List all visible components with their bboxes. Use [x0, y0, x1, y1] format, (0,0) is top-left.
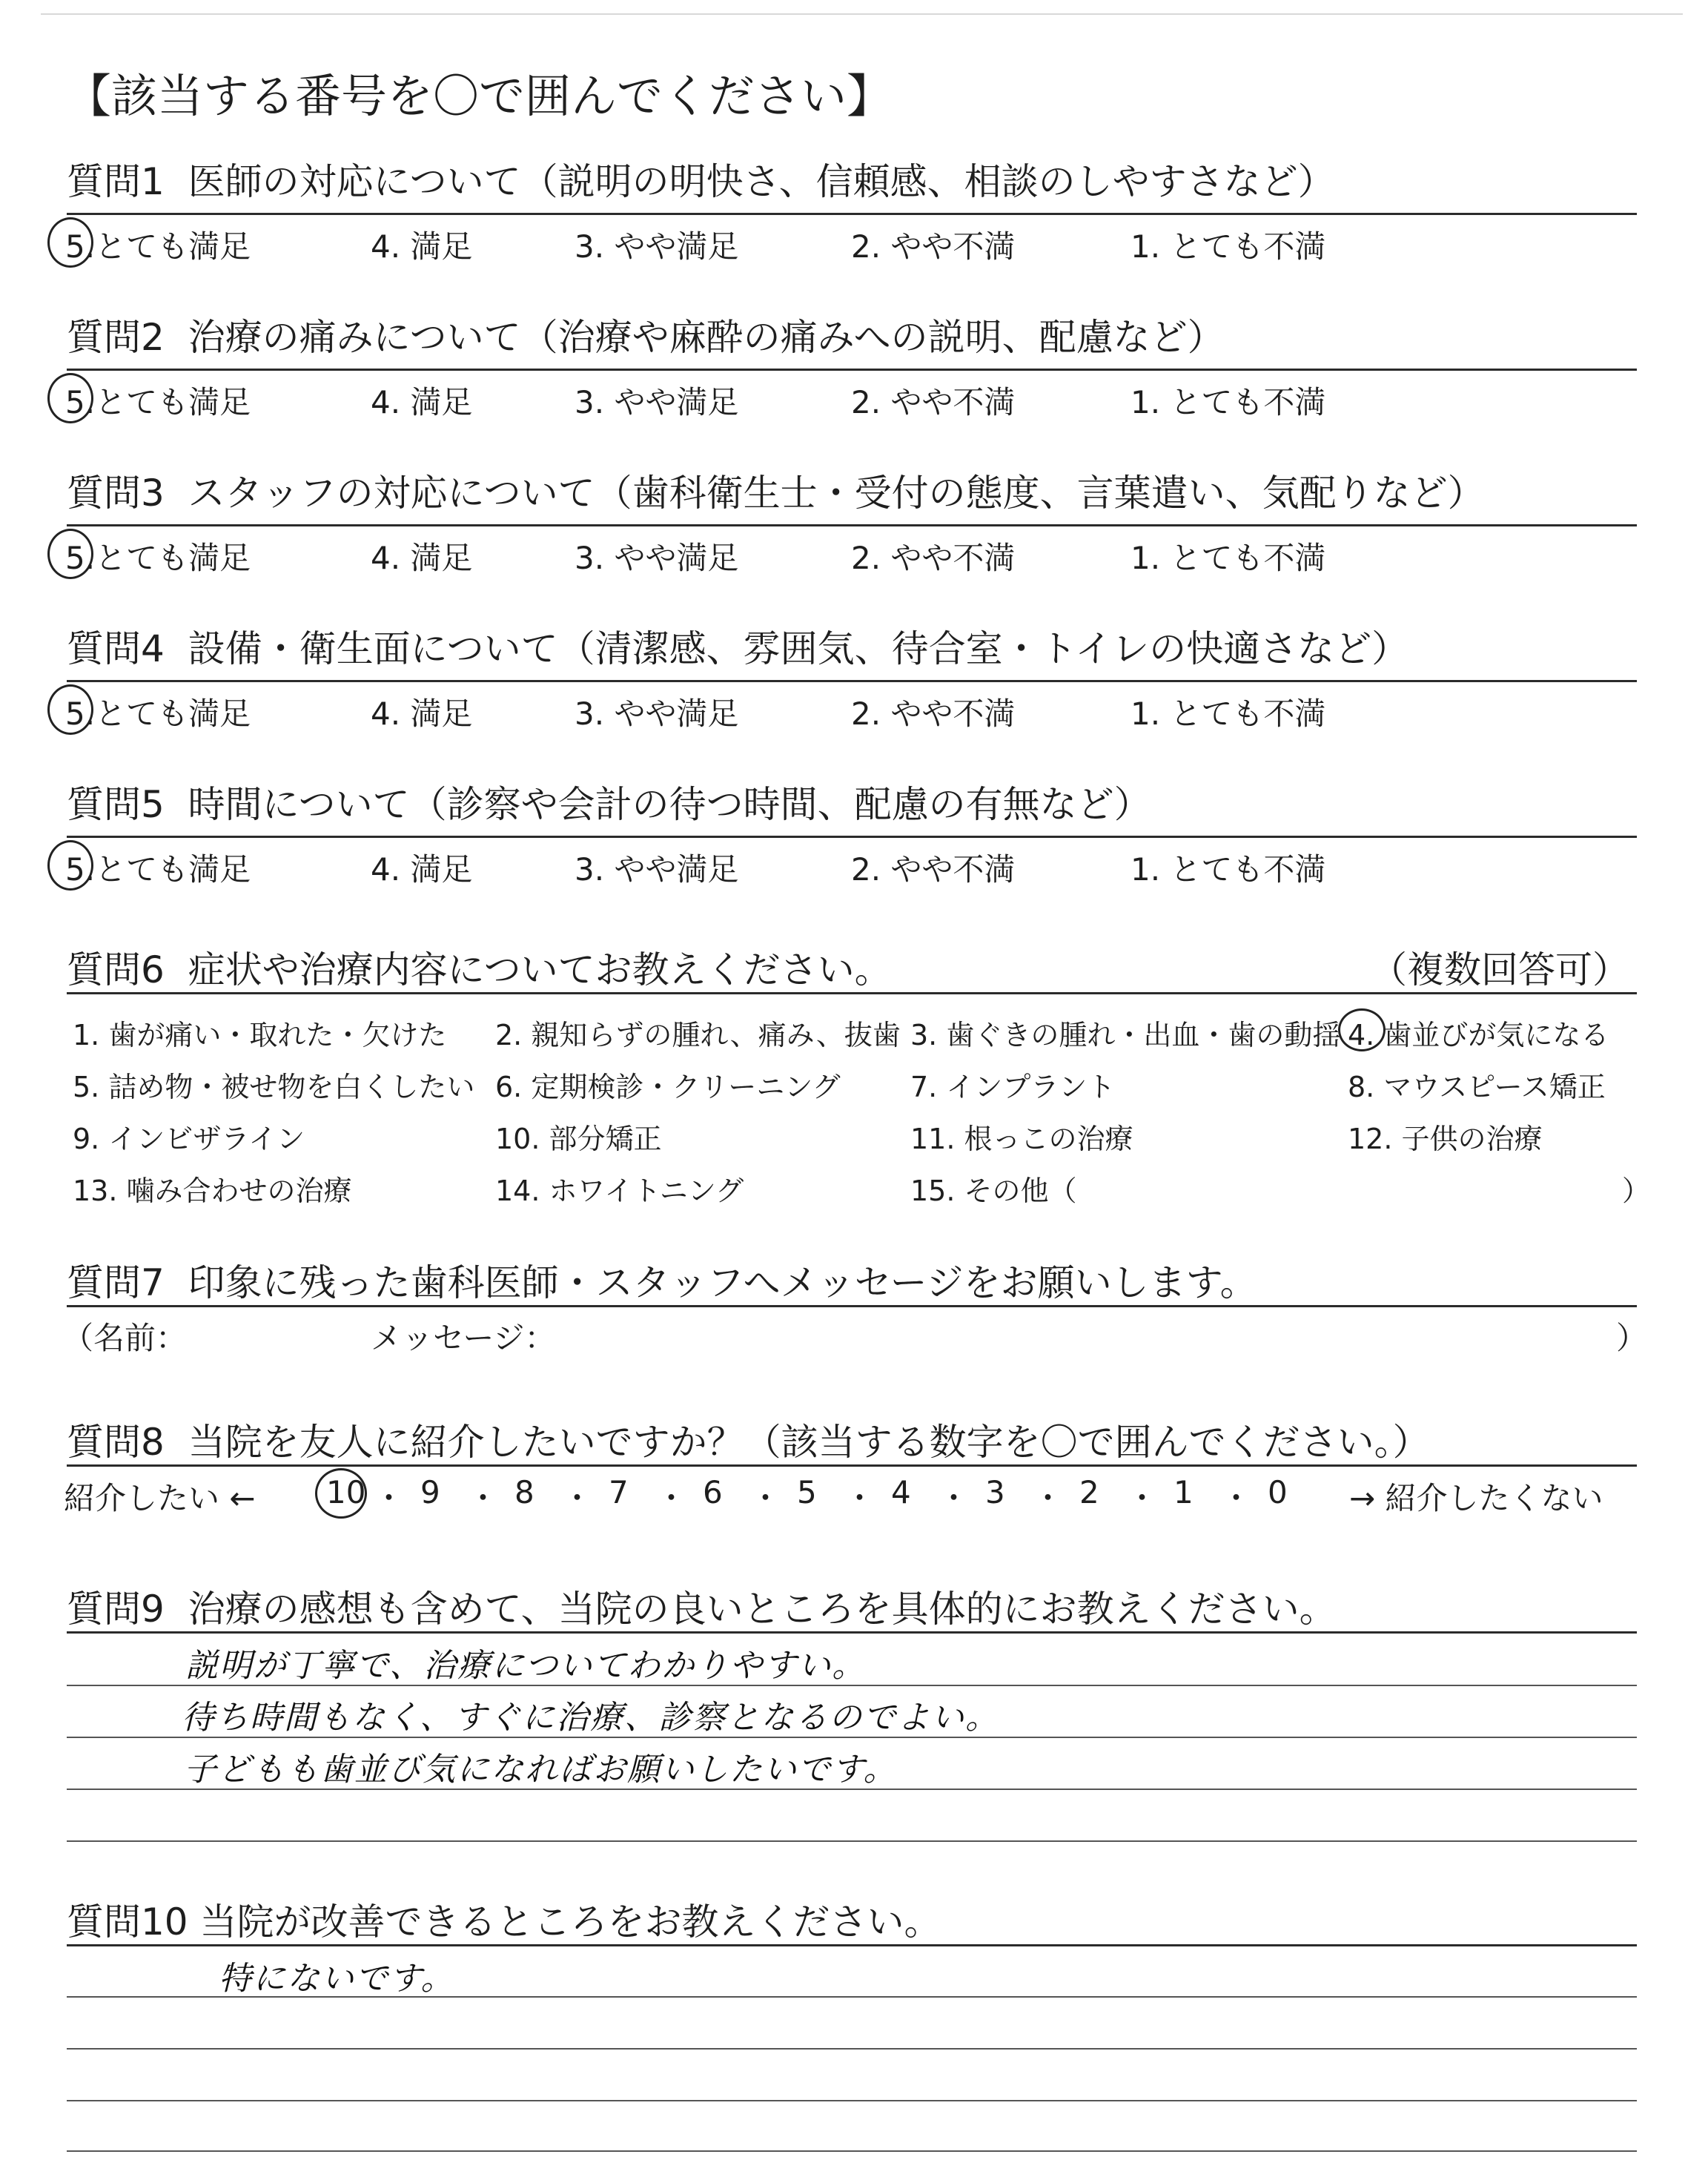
q6-option-5[interactable]: 5. 詰め物・被せ物を白くしたい [73, 1071, 475, 1103]
q10-answer-line-1: 特にないです。 [219, 1960, 455, 1998]
q2-option-2[interactable]: 2. やや不満 [851, 384, 1016, 420]
q8-scale-1[interactable]: 1 [1174, 1474, 1194, 1510]
q2-text: 治療の痛みについて（治療や麻酔の痛みへの説明、配慮など） [188, 316, 1225, 359]
q1-answer-circle [47, 217, 93, 268]
q1-option-1[interactable]: 1. とても不満 [1131, 228, 1326, 265]
q5-option-2[interactable]: 2. やや不満 [851, 851, 1016, 888]
q8-scale-7[interactable]: 7 [609, 1474, 629, 1510]
q8-scale-10[interactable]: 10 [326, 1474, 366, 1510]
q3-option-3[interactable]: 3. やや満足 [575, 540, 739, 576]
q9-rule-4 [67, 1840, 1637, 1842]
q2-option-4[interactable]: 4. 満足 [371, 384, 473, 420]
q6-option-4[interactable]: 4. 歯並びが気になる [1348, 1019, 1609, 1051]
q4-text: 設備・衛生面について（清潔感、雰囲気、待合室・トイレの快適さなど） [188, 627, 1409, 670]
q8-text: 当院を友人に紹介したいですか？（該当する数字を〇で囲んでください。） [188, 1421, 1430, 1464]
q4-option-4[interactable]: 4. 満足 [371, 696, 473, 732]
q7-name-label: （名前： [62, 1320, 188, 1356]
q5-option-4[interactable]: 4. 満足 [371, 851, 473, 888]
q10-rule-3 [67, 2100, 1637, 2101]
q4-heading [67, 619, 1409, 673]
q2-label: 質問2 [67, 316, 165, 359]
q6-option-11[interactable]: 11. 根っこの治療 [910, 1123, 1133, 1155]
q6-option-15[interactable]: 15. その他（ [910, 1175, 1077, 1207]
q4-option-3[interactable]: 3. やや満足 [575, 696, 739, 732]
q6-heading [67, 940, 892, 994]
q6-option-14[interactable]: 14. ホワイトニング [495, 1175, 744, 1207]
q8-scale-2[interactable]: 2 [1079, 1474, 1099, 1510]
q4-option-5[interactable]: 5.とても満足 [65, 696, 251, 732]
q8-scale-3[interactable]: 3 [985, 1474, 1005, 1510]
q9-rule-0 [67, 1631, 1637, 1634]
q3-label: 質問3 [67, 472, 165, 515]
q8-scale-9[interactable]: 9 [420, 1474, 440, 1510]
q9-answer-line-3: 子どもも歯並び気になればお願いしたいです。 [184, 1751, 898, 1789]
q9-answer-line-2: 待ち時間もなく、すぐに治療、診察となるのでよい。 [182, 1699, 1000, 1737]
q8-scale-separator: ・ [1032, 1480, 1064, 1516]
q8-scale-separator: ・ [844, 1480, 875, 1516]
q6-label: 質問6 [67, 948, 165, 991]
q8-scale-separator: ・ [938, 1480, 970, 1516]
q1-option-3[interactable]: 3. やや満足 [575, 228, 739, 265]
q4-answer-circle [47, 684, 93, 735]
q3-rule [67, 524, 1637, 526]
q4-option-2[interactable]: 2. やや不満 [851, 696, 1016, 732]
q6-option-16: ） [1622, 1175, 1651, 1207]
q10-rule-4 [67, 2150, 1637, 2152]
page-title: 【該当する番号を〇で囲んでください】 [65, 69, 893, 123]
q2-rule [67, 369, 1637, 371]
q6-option-7[interactable]: 7. インプラント [910, 1071, 1116, 1103]
q5-option-1[interactable]: 1. とても不満 [1131, 851, 1326, 888]
q8-scale-6[interactable]: 6 [703, 1474, 723, 1510]
q6-rule [67, 992, 1637, 994]
q6-note: （複数回答可） [1370, 948, 1629, 991]
q8-scale-8[interactable]: 8 [514, 1474, 534, 1510]
q8-right-label: → 紹介したくない [1349, 1480, 1603, 1516]
q1-rule [67, 213, 1637, 215]
q3-heading [67, 463, 1485, 517]
q8-scale-separator: ・ [749, 1480, 781, 1516]
q2-answer-circle [47, 373, 93, 423]
q5-option-3[interactable]: 3. やや満足 [575, 851, 739, 888]
q2-heading [67, 308, 1225, 361]
q4-label: 質問4 [67, 627, 165, 670]
q6-answer-circle [1338, 1008, 1386, 1051]
q6-option-13[interactable]: 13. 噛み合わせの治療 [73, 1175, 352, 1207]
q1-option-5[interactable]: 5.とても満足 [65, 228, 251, 265]
q10-rule-2 [67, 2048, 1637, 2050]
q10-text: 当院が改善できるところをお教えください。 [199, 1900, 941, 1943]
q8-scale-0[interactable]: 0 [1268, 1474, 1288, 1510]
q8-rule [67, 1464, 1637, 1467]
q3-option-4[interactable]: 4. 満足 [371, 540, 473, 576]
q8-scale-separator: ・ [1126, 1480, 1158, 1516]
q7-text: 印象に残った歯科医師・スタッフへメッセージをお願いします。 [188, 1261, 1257, 1304]
q3-answer-circle [47, 529, 93, 579]
q5-label: 質問5 [67, 783, 165, 826]
q8-label: 質問8 [67, 1421, 165, 1464]
q8-scale-5[interactable]: 5 [797, 1474, 817, 1510]
q2-option-5[interactable]: 5.とても満足 [65, 384, 251, 420]
q3-option-1[interactable]: 1. とても不満 [1131, 540, 1326, 576]
q7-message-label: メッセージ： [371, 1320, 556, 1356]
q9-text: 治療の感想も含めて、当院の良いところを具体的にお教えください。 [188, 1588, 1337, 1631]
q9-heading [67, 1579, 1337, 1633]
q8-left-label: 紹介したい ← [64, 1480, 256, 1516]
q6-option-6[interactable]: 6. 定期検診・クリーニング [495, 1071, 841, 1103]
q8-scale-4[interactable]: 4 [891, 1474, 911, 1510]
q8-heading [67, 1413, 1430, 1466]
page-top-edge [41, 13, 1683, 15]
q6-text: 症状や治療内容についてお教えください。 [188, 948, 892, 991]
q8-scale-separator: ・ [373, 1480, 405, 1516]
q7-heading [67, 1253, 1257, 1307]
q2-option-1[interactable]: 1. とても不満 [1131, 384, 1326, 420]
q7-rule [67, 1305, 1637, 1307]
q7-label: 質問7 [67, 1261, 165, 1304]
q2-option-3[interactable]: 3. やや満足 [575, 384, 739, 420]
q6-option-3[interactable]: 3. 歯ぐきの腫れ・出血・歯の動揺 [910, 1019, 1341, 1051]
q10-label: 質問10 [67, 1900, 188, 1943]
q10-rule-0 [67, 1944, 1637, 1946]
q7-close: ） [1616, 1320, 1648, 1356]
q3-option-2[interactable]: 2. やや不満 [851, 540, 1016, 576]
q4-option-1[interactable]: 1. とても不満 [1131, 696, 1326, 732]
q8-scale-separator: ・ [561, 1480, 593, 1516]
q8-scale-separator: ・ [467, 1480, 499, 1516]
q1-option-4[interactable]: 4. 満足 [371, 228, 473, 265]
q3-option-5[interactable]: 5.とても満足 [65, 540, 251, 576]
q8-scale-separator: ・ [1220, 1480, 1252, 1516]
q5-option-5[interactable]: 5.とても満足 [65, 851, 251, 888]
q8-scale-separator: ・ [655, 1480, 687, 1516]
q5-answer-circle [47, 840, 93, 891]
q6-option-9[interactable]: 9. インビザライン [73, 1123, 305, 1155]
q3-text: スタッフの対応について（歯科衛生士・受付の態度、言葉遣い、気配りなど） [188, 472, 1485, 515]
q6-option-2[interactable]: 2. 親知らずの腫れ、痛み、抜歯 [495, 1019, 901, 1051]
q1-heading [67, 152, 1335, 205]
q4-rule [67, 680, 1637, 682]
q6-option-1[interactable]: 1. 歯が痛い・取れた・欠けた [73, 1019, 447, 1051]
q10-heading [67, 1892, 941, 1946]
q5-heading [67, 775, 1151, 828]
q5-text: 時間について（診察や会計の待つ時間、配慮の有無など） [188, 783, 1151, 826]
q9-label: 質問9 [67, 1588, 165, 1631]
q1-text: 医師の対応について（説明の明快さ、信頼感、相談のしやすさなど） [188, 160, 1335, 203]
q9-answer-line-1: 説明が丁寧で、治療についてわかりやすい。 [185, 1647, 867, 1685]
q6-option-10[interactable]: 10. 部分矯正 [495, 1123, 662, 1155]
q5-rule [67, 836, 1637, 838]
q8-answer-circle [315, 1468, 367, 1519]
q1-option-2[interactable]: 2. やや不満 [851, 228, 1016, 265]
q6-option-12[interactable]: 12. 子供の治療 [1348, 1123, 1543, 1155]
q6-option-8[interactable]: 8. マウスピース矯正 [1348, 1071, 1606, 1103]
q1-label: 質問1 [67, 160, 165, 203]
